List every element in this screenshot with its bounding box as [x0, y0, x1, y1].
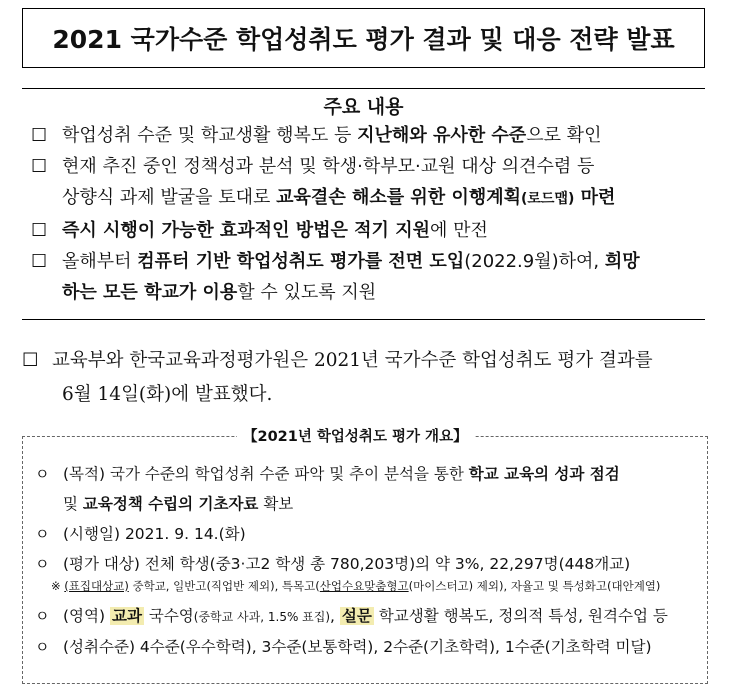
domain-sep: ,	[330, 607, 340, 625]
note-underlined: (표집대상교)	[64, 579, 129, 593]
bullet-icon: ㅇ	[35, 465, 50, 483]
purpose-bold-2: 교육정책 수립의 기초자료	[82, 495, 259, 513]
summary-item-3-bold: 즉시 시행이 가능한 효과적인 방법은 적기 지원	[62, 220, 430, 241]
title-box	[22, 8, 705, 68]
summary-heading: 주요 내용	[323, 96, 404, 118]
purpose-bold: 학교 교육의 성과 점검	[468, 465, 620, 483]
summary-item-4-bold: 컴퓨터 기반 학업성취도 평가를 전면 도입	[137, 251, 465, 272]
domain-subjects: 국수영	[143, 607, 194, 625]
levels-text: (성취수준) 4수준(우수학력), 3수준(보통학력), 2수준(기초학력), 1수준(기초학력 미달)	[63, 638, 652, 656]
note-text: 중학교, 일반고(직업반 제외), 특목고(	[128, 579, 320, 593]
summary-item-4-line2	[62, 277, 705, 308]
checkbox-icon: ☐	[31, 156, 48, 177]
purpose-text-2: 및	[63, 495, 83, 513]
summary-item-4	[22, 246, 705, 308]
summary-item-2	[22, 151, 705, 215]
bullet-icon: ㅇ	[35, 555, 50, 573]
overview-domain	[23, 601, 707, 632]
domain-subjects-note: (중학교 사과, 1.5% 표집)	[193, 610, 331, 624]
summary-item-3-tail: 에 만전	[429, 220, 488, 241]
checkbox-icon: ☐	[31, 220, 48, 241]
summary-item-2-line1: 현재 추진 중인 정책성과 분석 및 학생·학부모·교원 대상 의견수렴 등	[62, 156, 595, 177]
page-title: 2021 국가수준 학업성취도 평가 결과 및 대응 전략 발표	[52, 25, 675, 54]
summary-item-4-line1	[62, 246, 705, 277]
note-underlined-2: 산업수요맞춤형고	[319, 579, 409, 593]
note-tail: (마이스터고) 제외), 자율고 및 특성화고(대안계열)	[408, 579, 661, 593]
summary-item-1	[22, 120, 705, 151]
summary-item-3	[22, 215, 705, 246]
summary-item-4-date: (2022.9월)하여,	[464, 251, 605, 272]
overview-box	[22, 429, 708, 684]
domain-subject-tag: 교과	[111, 607, 142, 625]
bullet-icon: ㅇ	[35, 525, 50, 543]
summary-item-1-tail: 으로 확인	[526, 125, 602, 146]
summary-item-4-hope: 희망	[604, 251, 640, 272]
summary-item-1-text: 학업성취 수준 및 학교생활 행복도 등	[62, 125, 358, 146]
summary-item-2-bold: 교육결손 해소를 위한 이행계획	[276, 187, 521, 208]
domain-label: (영역)	[63, 607, 110, 625]
bullet-icon: ㅇ	[35, 607, 50, 625]
summary-item-2-line2	[62, 182, 705, 215]
summary-item-4-bold2: 하는 모든 학교가 이용	[62, 282, 238, 303]
target-text: (평가 대상) 전체 학생(중3·고2 학생 총 780,203명)의 약 3%, 22,297명(448개교)	[63, 555, 631, 573]
overview-date	[23, 519, 707, 549]
summary-item-2-tail: 마련	[574, 187, 616, 208]
overview-target	[23, 549, 707, 579]
domain-survey-tag: 설문	[341, 607, 372, 625]
domain-survey: 학교생활 행복도, 정의적 특성, 원격수업 등	[373, 607, 668, 625]
checkbox-icon: ☐	[31, 125, 48, 146]
summary-item-2-text: 상향식 과제 발굴을 토대로	[62, 187, 277, 208]
checkbox-icon: ☐	[22, 350, 39, 371]
checkbox-icon: ☐	[31, 251, 48, 272]
summary-item-1-bold: 지난해와 유사한 수준	[357, 125, 527, 146]
note-mark: ※	[51, 579, 65, 593]
overview-levels	[23, 632, 707, 662]
summary-item-2-roadmap: (로드맵)	[521, 191, 575, 207]
summary-item-4-text: 올해부터	[62, 251, 138, 272]
summary-section	[22, 88, 705, 320]
purpose-text: (목적) 국가 수준의 학업성취 수준 파악 및 추이 분석을 통한	[63, 465, 469, 483]
summary-item-4-tail: 할 수 있도록 지원	[237, 282, 377, 303]
bullet-icon: ㅇ	[35, 638, 50, 656]
main-line-2: 6월 14일(화)에 발표했다.	[62, 384, 273, 405]
main-line-1: 교육부와 한국교육과정평가원은 2021년 국가수준 학업성취도 평가 결과를	[52, 350, 653, 371]
overview-purpose	[23, 459, 707, 519]
purpose-tail: 확보	[258, 495, 294, 513]
overview-heading: 【2021년 학업성취도 평가 개요】	[237, 425, 474, 446]
date-text: (시행일) 2021. 9. 14.(화)	[63, 525, 246, 543]
main-paragraph	[22, 344, 712, 412]
